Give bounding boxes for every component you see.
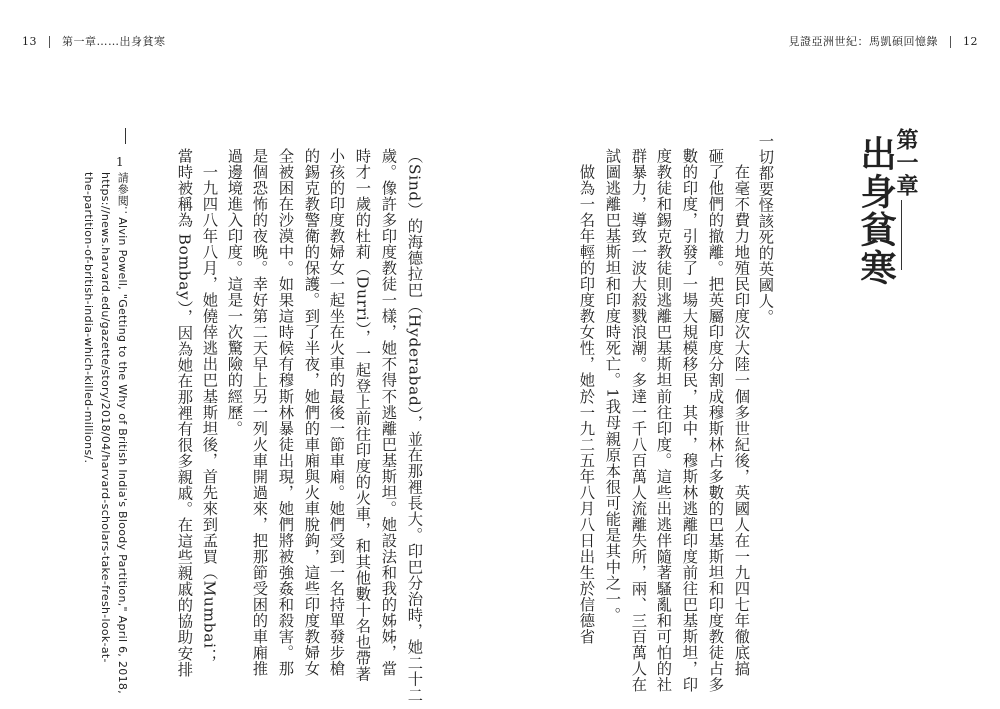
header-divider <box>49 36 50 48</box>
text-column: 一九四八年八月，她僥倖逃出巴基斯坦後，首先來到孟買（Mumbai； <box>200 148 219 665</box>
header-divider <box>950 36 951 48</box>
chapter-rule <box>901 200 902 270</box>
text-column: 歲。像許多印度教徒一樣，她不得不逃離巴基斯坦。她設法和我的姊姊，當 <box>379 148 398 677</box>
text-column: 當時被稱為 Bombay），因為她在那裡有很多親戚。在這些親戚的協助安排 <box>175 148 194 678</box>
text-column: 一切都要怪該死的英國人。 <box>756 133 775 326</box>
left-page-header <box>22 33 166 49</box>
footnote-line: https://news.harvard.edu/gazette/story/2018/04/harvard-scholars-take-fresh-look-at- <box>99 172 113 663</box>
left-page-number: 13 <box>22 35 37 48</box>
text-column: 砸了他們的撤離。把英屬印度分割成穆斯林占多數的巴基斯坦和印度教徒占多 <box>706 148 725 693</box>
text-column: 數的印度，引發了一場大規模移民，其中，穆斯林逃離印度前往巴基斯坦，印 <box>680 148 699 693</box>
left-running-title: 第一章……出身貧寒 <box>62 35 166 48</box>
text-column: 度教徒和錫克教徒則逃離巴基斯坦前往印度。這些出逃伴隨著騷亂和可怕的社 <box>654 148 673 693</box>
text-column: 的錫克教警衛的保護。到了半夜，她們的車廂與火車脫鉤，這些印度教婦女 <box>302 148 321 677</box>
text-column: 在毫不費力地殖民印度次大陸一個多世紀後，英國人在一九四七年徹底搞 <box>732 148 751 677</box>
text-column: 做為一名年輕的印度教女性，她於一九二五年八月八日出生於信德省 <box>577 148 596 645</box>
right-page-number: 12 <box>963 35 978 48</box>
text-column: （Sind）的海德拉巴（Hyderabad），並在那裡長大。印巴分治時，她二十二 <box>405 148 424 704</box>
chapter-title: 出身貧寒 <box>855 135 897 287</box>
text-column: 過邊境進入印度。這是一次驚險的經歷。 <box>225 148 244 437</box>
right-page-header <box>789 33 979 49</box>
footnote-rule <box>125 128 126 144</box>
footnote-line: 請參閱：Alvin Powell, "Getting to the Why of British India's Bloody Partition," April 6, 2018, <box>116 172 130 694</box>
text-column: 全被困在沙漠中。如果這時候有穆斯林暴徒出現，她們將被強姦和殺害。那 <box>276 148 295 677</box>
text-column: 時才一歲的杜莉（Durri），一起登上前往印度的火車，和其他數十名也帶著 <box>353 148 372 683</box>
chapter-label: 第一章 <box>893 128 919 197</box>
text-column: 小孩的印度教婦女一起坐在火車的最後一節車廂。她們受到一名持單發步槍 <box>327 148 346 677</box>
right-running-title: 見證亞洲世紀：馬凱碩回憶錄 <box>788 35 938 48</box>
footnote-line: the-partition-of-british-india-which-killed-millions/. <box>82 172 96 464</box>
text-column: 試圖逃離巴基斯坦和印度時死亡。1我母親原本很可能是其中之一。 <box>603 148 622 624</box>
text-column: 群暴力，導致一波大殺戮浪潮。多達一千八百萬人流離失所，兩、三百萬人在 <box>629 148 648 693</box>
text-column: 是個恐怖的夜晚。幸好第二天早上另一列火車開過來，把那節受困的車廂推 <box>250 148 269 677</box>
footnote-number: 1 <box>116 155 124 169</box>
